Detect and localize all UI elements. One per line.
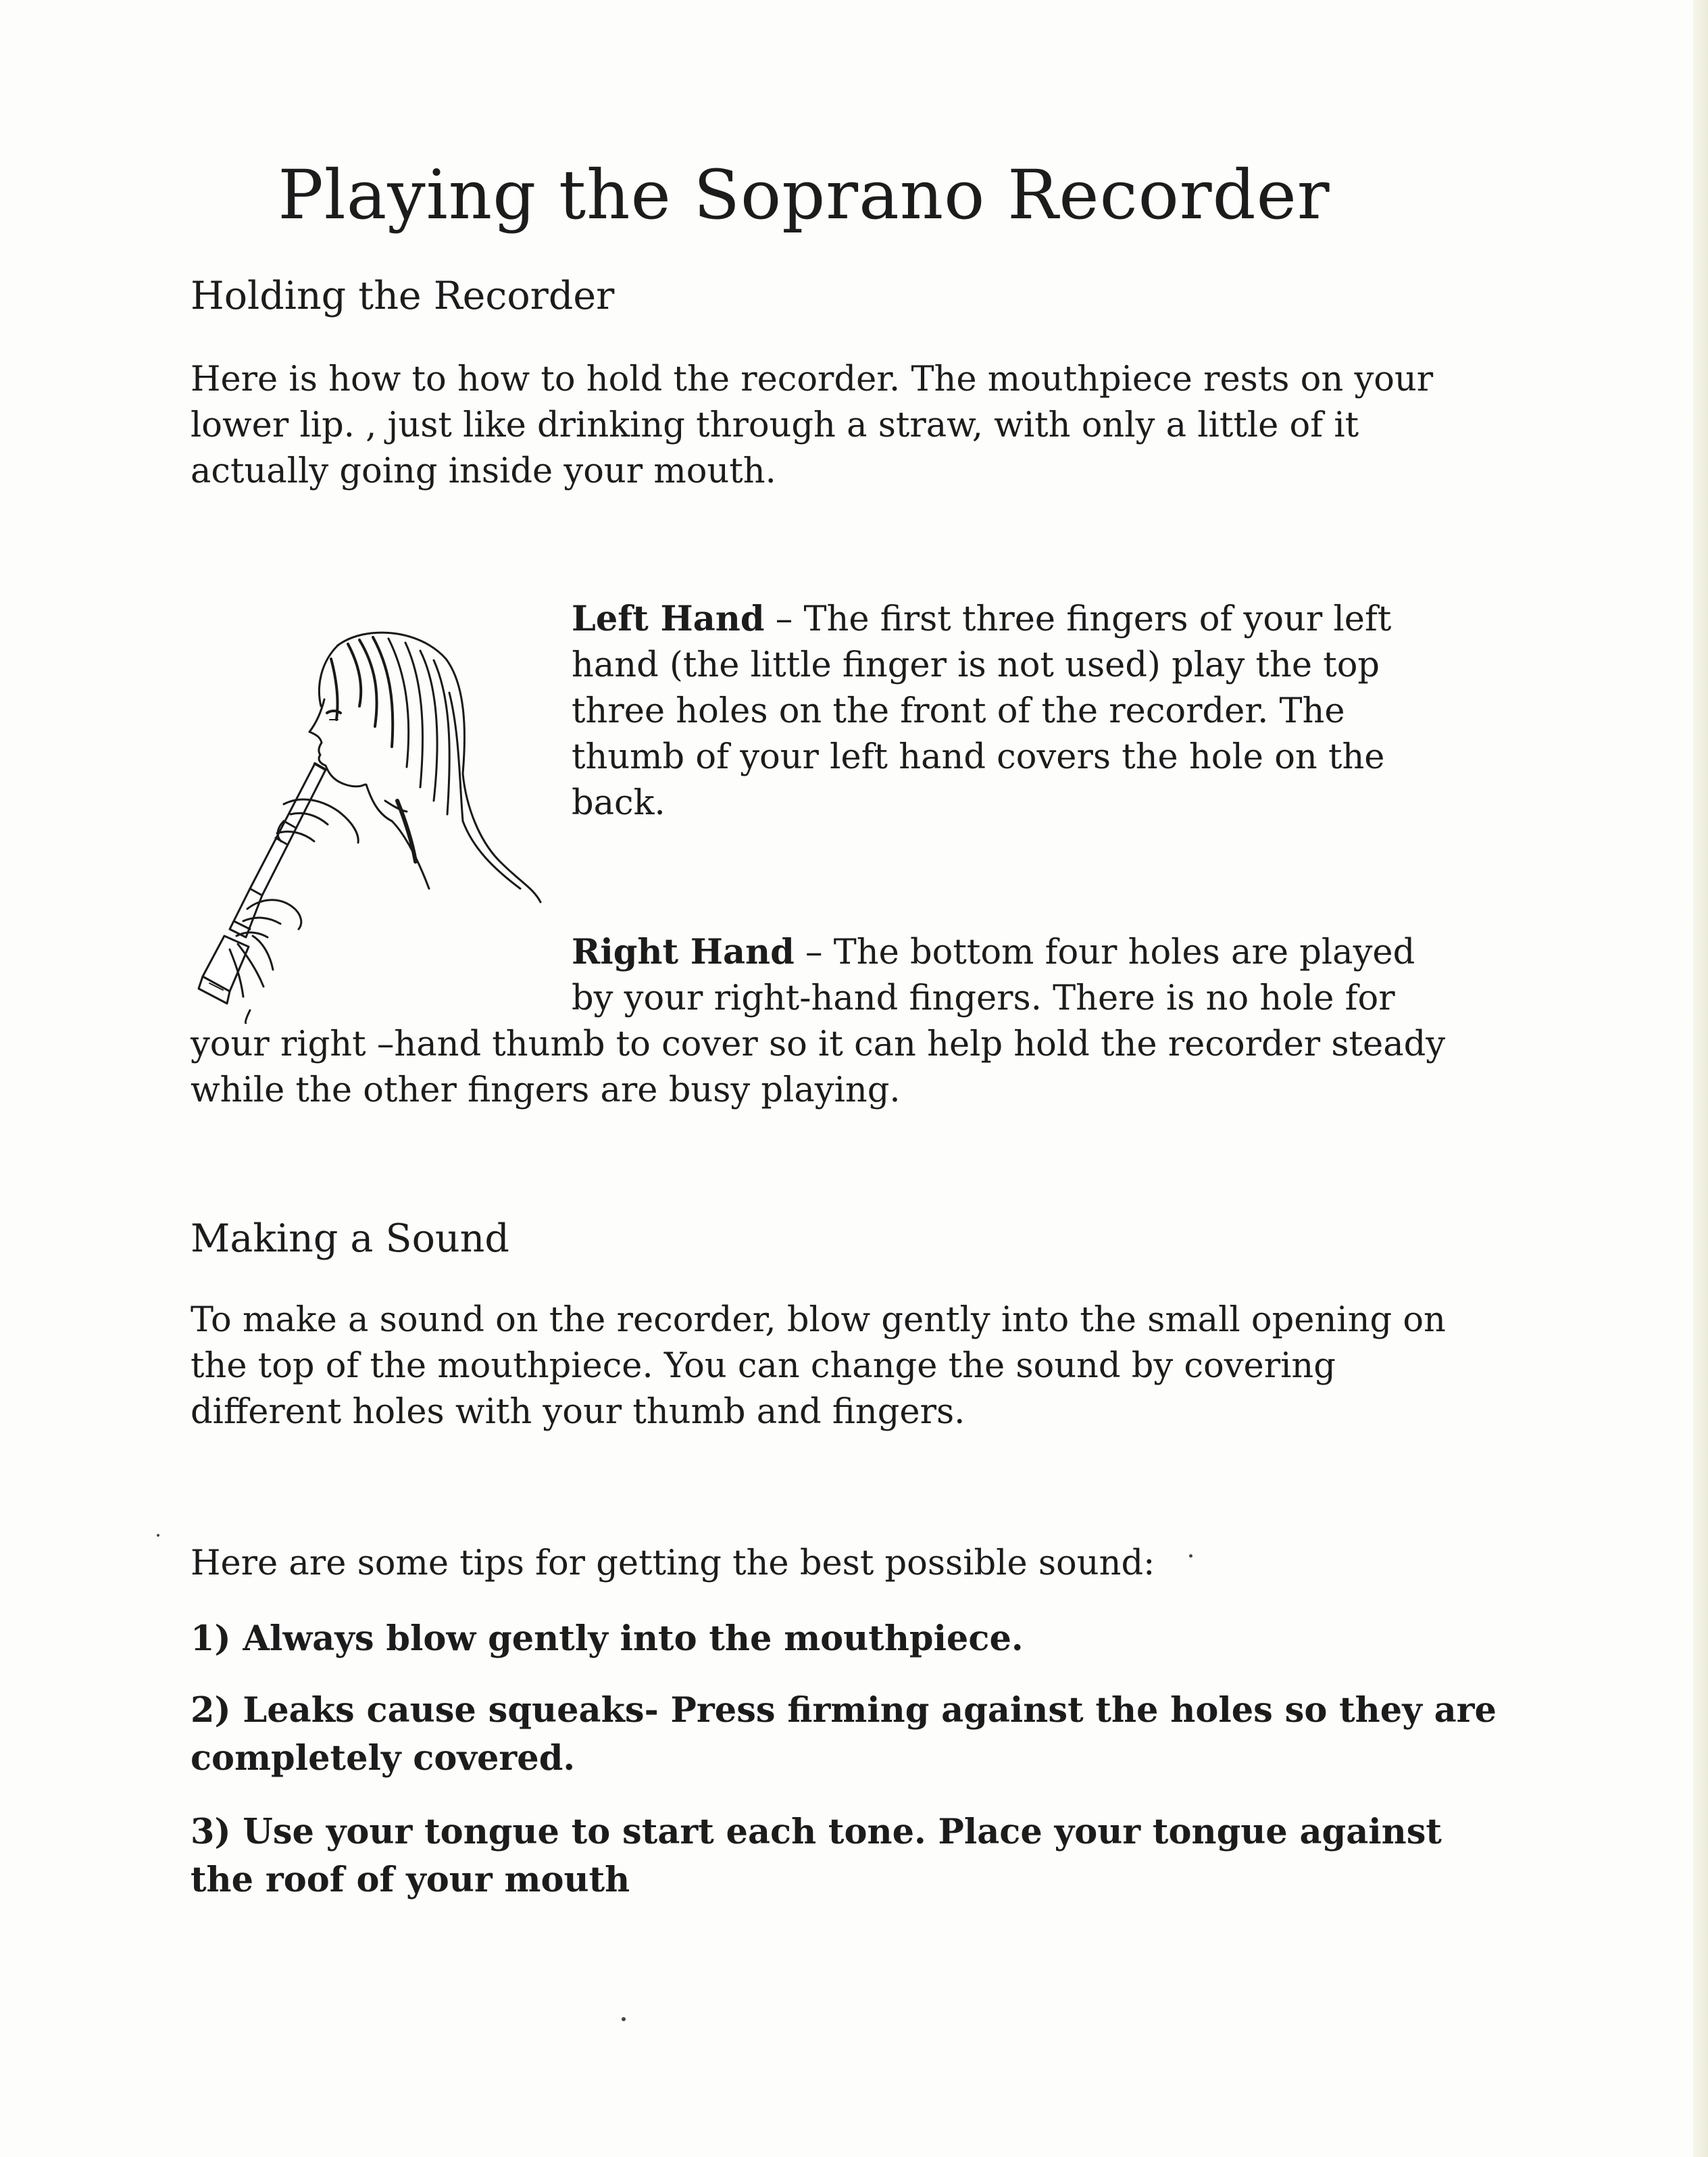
girl-playing-recorder-sketch xyxy=(182,618,561,1024)
left-hand-paragraph xyxy=(572,596,1450,826)
intro-paragraph xyxy=(191,357,1461,495)
tips-intro: Here are some tips for getting the best possible sound: xyxy=(191,1543,1155,1583)
sound-line: To make a sound on the recorder, blow gently into the small opening on xyxy=(191,1300,1446,1340)
left-hand-line: back. xyxy=(572,783,665,823)
scan-speck xyxy=(157,1534,159,1537)
tip-line: 1) Always blow gently into the mouthpiece. xyxy=(191,1618,1024,1659)
intro-line: lower lip. , just like drinking through a straw, with only a little of it xyxy=(191,405,1359,445)
left-hand-line: hand (the little finger is not used) play the top xyxy=(572,645,1380,685)
right-hand-line: by your right-hand fingers. There is no hole for xyxy=(572,978,1395,1018)
right-hand-label: Right Hand xyxy=(572,932,795,972)
sound-line: the top of the mouthpiece. You can change the sound by covering xyxy=(191,1346,1336,1386)
tip-line: the roof of your mouth xyxy=(191,1860,630,1900)
scan-speck xyxy=(622,2017,626,2021)
section-heading-holding: Holding the Recorder xyxy=(191,274,615,318)
sound-line: different holes with your thumb and fingers. xyxy=(191,1392,965,1432)
left-hand-line: three holes on the front of the recorder. The xyxy=(572,691,1345,731)
right-hand-continuation xyxy=(191,1022,1461,1114)
scan-speck xyxy=(1189,1554,1192,1558)
tip-line: 2) Leaks cause squeaks- Press firming against the holes so they are xyxy=(191,1690,1497,1731)
left-hand-line: – The first three fingers of your left xyxy=(764,599,1392,639)
right-hand-paragraph xyxy=(572,929,1450,1022)
right-hand-line: your right –hand thumb to cover so it can help hold the recorder steady xyxy=(191,1024,1446,1064)
intro-line: actually going inside your mouth. xyxy=(191,451,776,491)
tip-item xyxy=(191,1808,1501,1904)
right-hand-line: – The bottom four holes are played xyxy=(794,933,1415,972)
tip-item xyxy=(191,1687,1501,1783)
page-title: Playing the Soprano Recorder xyxy=(278,155,1330,234)
section-heading-sound: Making a Sound xyxy=(191,1216,509,1261)
sound-paragraph xyxy=(191,1297,1461,1435)
scan-page-edge xyxy=(1693,0,1708,2157)
left-hand-line: thumb of your left hand covers the hole on the xyxy=(572,737,1385,777)
right-hand-line: while the other fingers are busy playing. xyxy=(191,1070,901,1110)
tip-line: completely covered. xyxy=(191,1738,576,1779)
tip-item xyxy=(191,1615,1501,1663)
left-hand-label: Left Hand xyxy=(572,599,765,639)
intro-line: Here is how to how to hold the recorder. The mouthpiece rests on your xyxy=(191,360,1434,399)
tip-line: 3) Use your tongue to start each tone. Place your tongue against xyxy=(191,1812,1442,1852)
